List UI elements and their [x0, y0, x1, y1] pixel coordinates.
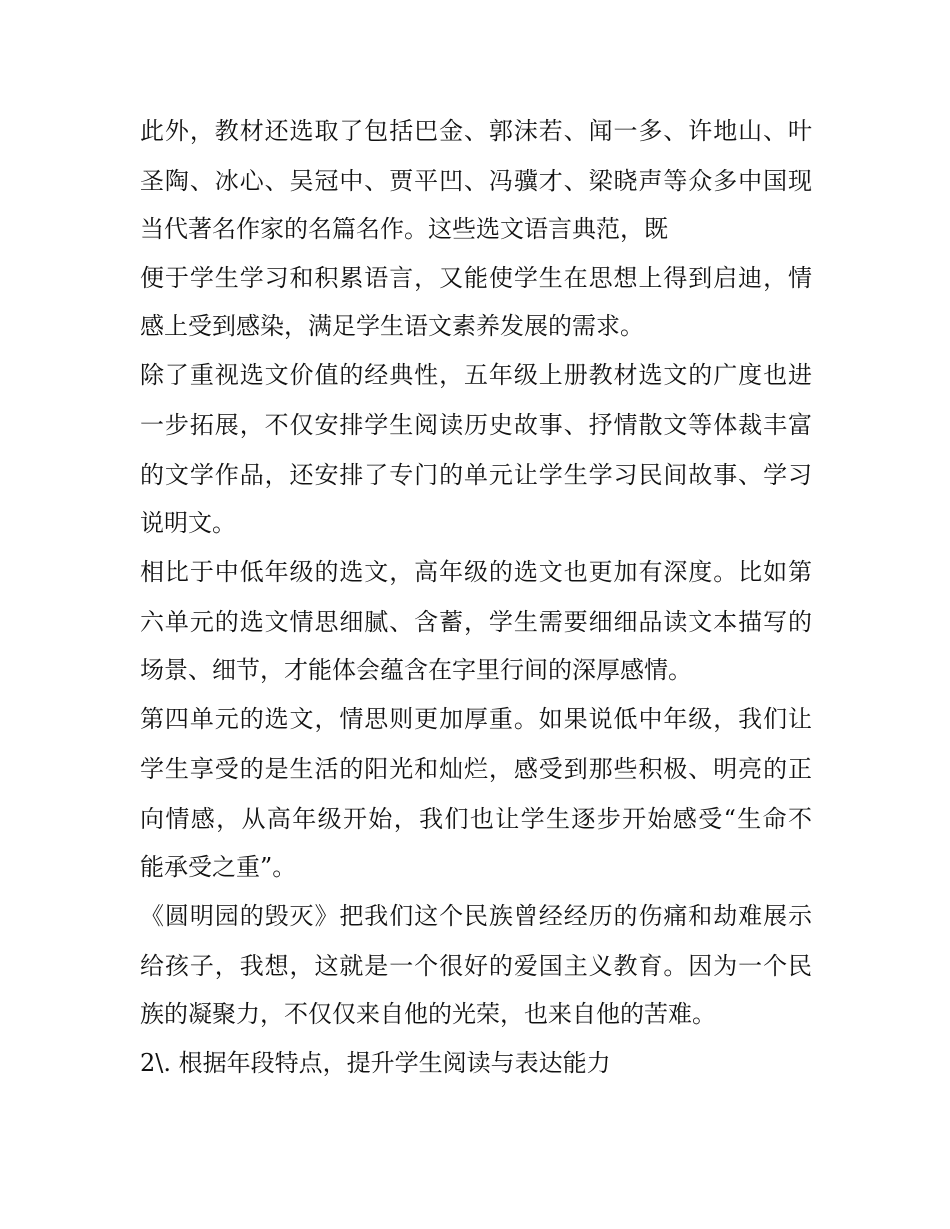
text-line: 便于学生学习和积累语言，又能使学生在思想上得到启迪，情	[140, 264, 812, 292]
text-line: 一步拓展，不仅安排学生阅读历史故事、抒情散文等体裁丰富	[140, 411, 812, 439]
text-line: 向情感，从高年级开始，我们也让学生逐步开始感受“生命不	[140, 805, 812, 833]
text-line: 的文学作品，还安排了专门的单元让学生学习民间故事、学习	[140, 461, 812, 489]
text-line: 《圆明园的毁灭》把我们这个民族曾经经历的伤痛和劫难展示	[140, 902, 812, 930]
text-line: 除了重视选文价值的经典性，五年级上册教材选文的广度也进	[140, 361, 812, 389]
text-line: 说明文。	[140, 509, 236, 537]
text-line: 族的凝聚力，不仅仅来自他的光荣，也来自他的苦难。	[140, 1000, 716, 1028]
text-line: 第四单元的选文，情思则更加厚重。如果说低中年级，我们让	[140, 705, 812, 733]
section-heading: 2\. 根据年段特点，提升学生阅读与表达能力	[140, 1049, 611, 1077]
text-line: 此外，教材还选取了包括巴金、郭沫若、闻一多、许地山、叶	[140, 117, 812, 145]
text-line: 当代著名作家的名篇名作。这些选文语言典范，既	[140, 215, 668, 243]
text-line: 给孩子，我想，这就是一个很好的爱国主义教育。因为一个民	[140, 952, 812, 980]
document-body	[140, 106, 812, 1088]
text-line: 能承受之重”。	[140, 853, 297, 881]
text-line: 场景、细节，才能体会蕴含在字里行间的深厚感情。	[140, 656, 692, 684]
text-line: 六单元的选文情思细腻、含蓄，学生需要细细品读文本描写的	[140, 608, 812, 636]
text-line: 感上受到感染，满足学生语文素养发展的需求。	[140, 312, 644, 340]
text-line: 学生享受的是生活的阳光和灿烂，感受到那些积极、明亮的正	[140, 755, 812, 783]
text-line: 圣陶、冰心、吴冠中、贾平凹、冯骥才、梁晓声等众多中国现	[140, 167, 812, 195]
text-line: 相比于中低年级的选文，高年级的选文也更加有深度。比如第	[140, 558, 812, 586]
